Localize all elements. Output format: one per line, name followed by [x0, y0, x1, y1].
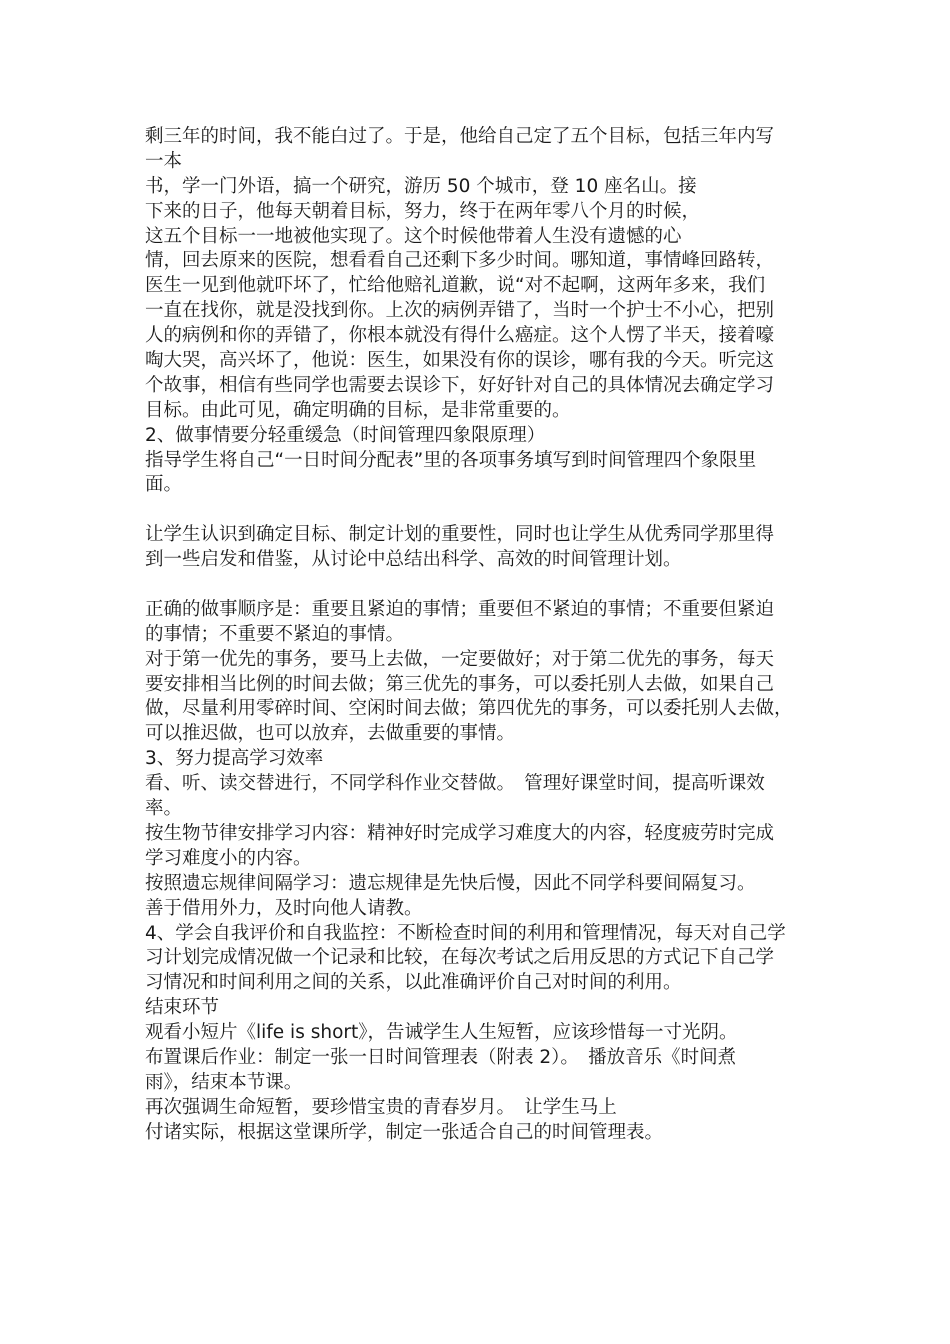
- text-line: 可以推迟做，也可以放弃，去做重要的事情。: [145, 723, 516, 745]
- text-line: 下来的日子，他每天朝着目标，努力，终于在两年零八个月的时候，: [145, 200, 701, 222]
- text-line: 要安排相当比例的时间去做；第三优先的事务，可以委托别人去做，如果自己: [145, 673, 775, 695]
- text-line: 对于第一优先的事务，要马上去做，一定要做好；对于第二优先的事务，每天: [145, 648, 775, 670]
- section-heading: 4、学会自我评价和自我监控：不断检查时间的利用和管理情况，每天对自己学: [145, 922, 786, 944]
- text-line: 指导学生将自己“一日时间分配表”里的各项事务填写到时间管理四个象限里: [145, 449, 757, 471]
- section-heading: 结束环节: [145, 997, 220, 1019]
- text-line: 雨》，结束本节课。: [145, 1071, 303, 1093]
- document-page: [145, 125, 825, 1146]
- text-line: 面。: [145, 474, 183, 496]
- text-line: 医生一见到他就吓坏了，忙给他赔礼道歉，说“对不起啊，这两年多来，我们: [145, 275, 766, 297]
- text-line: 善于借用外力，及时向他人请教。: [145, 897, 423, 919]
- text-line: 正确的做事顺序是：重要且紧迫的事情；重要但不紧迫的事情；不重要但紧迫: [145, 598, 775, 620]
- text-line: 学习难度小的内容。: [145, 847, 312, 869]
- text-line: 观看小短片《life is short》，告诫学生人生短暂，应该珍惜每一寸光阴。: [145, 1022, 738, 1044]
- text-line: 付诸实际，根据这堂课所学，制定一张适合自己的时间管理表。: [145, 1121, 664, 1143]
- text-line: 再次强调生命短暂，要珍惜宝贵的青春岁月。 让学生马上: [145, 1096, 617, 1118]
- text-line: 剩三年的时间，我不能白过了。于是，他给自己定了五个目标，包括三年内写: [145, 126, 775, 147]
- text-line: 书，学一门外语，搞一个研究，游历 50 个城市，登 10 座名山。接: [145, 175, 697, 197]
- text-line: 看、听、读交替进行，不同学科作业交替做。 管理好课堂时间，提高听课效: [145, 773, 765, 795]
- text-line: 个故事，相信有些同学也需要去误诊下，好好针对自己的具体情况去确定学习: [145, 374, 775, 396]
- text-line: 布置课后作业：制定一张一日时间管理表（附表 2）。 播放音乐《时间煮: [145, 1046, 737, 1068]
- text-line: 做，尽量利用零碎时间、空闲时间去做；第四优先的事务，可以委托别人去做，: [145, 698, 793, 720]
- text-line: 情，回去原来的医院，想看看自己还剩下多少时间。哪知道，事情峰回路转，: [145, 250, 775, 272]
- text-line: 一本: [145, 150, 183, 172]
- text-line: 到一些启发和借鉴，从讨论中总结出科学、高效的时间管理计划。: [145, 549, 682, 571]
- text-line: 啕大哭，高兴坏了，他说：医生，如果没有你的误诊，哪有我的今天。听完这: [145, 350, 775, 372]
- text-line: 习情况和时间利用之间的关系，以此准确评价自己对时间的利用。: [145, 972, 682, 994]
- text-line: 按照遗忘规律间隔学习：遗忘规律是先快后慢，因此不同学科要间隔复习。: [145, 872, 756, 894]
- text-line: 人的病例和你的弄错了，你根本就没有得什么癌症。这个人愣了半天，接着嚎: [145, 325, 775, 347]
- section-heading: 3、努力提高学习效率: [145, 748, 324, 770]
- text-line: 习计划完成情况做一个记录和比较，在每次考试之后用反思的方式记下自己学: [145, 947, 775, 969]
- section-heading: 2、做事情要分轻重缓急（时间管理四象限原理）: [145, 424, 546, 446]
- blank-line: [145, 498, 825, 523]
- text-line: 的事情；不重要不紧迫的事情。: [145, 623, 405, 645]
- blank-line: [145, 573, 825, 598]
- text-line: 一直在找你，就是没找到你。上次的病例弄错了，当时一个护士不小心，把别: [145, 300, 775, 322]
- text-line: 这五个目标一一地被他实现了。这个时候他带着人生没有遗憾的心: [145, 225, 682, 247]
- text-line: 按生物节律安排学习内容：精神好时完成学习难度大的内容，轻度疲劳时完成: [145, 822, 775, 844]
- text-line: 目标。由此可见，确定明确的目标，是非常重要的。: [145, 399, 571, 421]
- text-line: 让学生认识到确定目标、制定计划的重要性，同时也让学生从优秀同学那里得: [145, 524, 775, 546]
- text-line: 率。: [145, 798, 183, 820]
